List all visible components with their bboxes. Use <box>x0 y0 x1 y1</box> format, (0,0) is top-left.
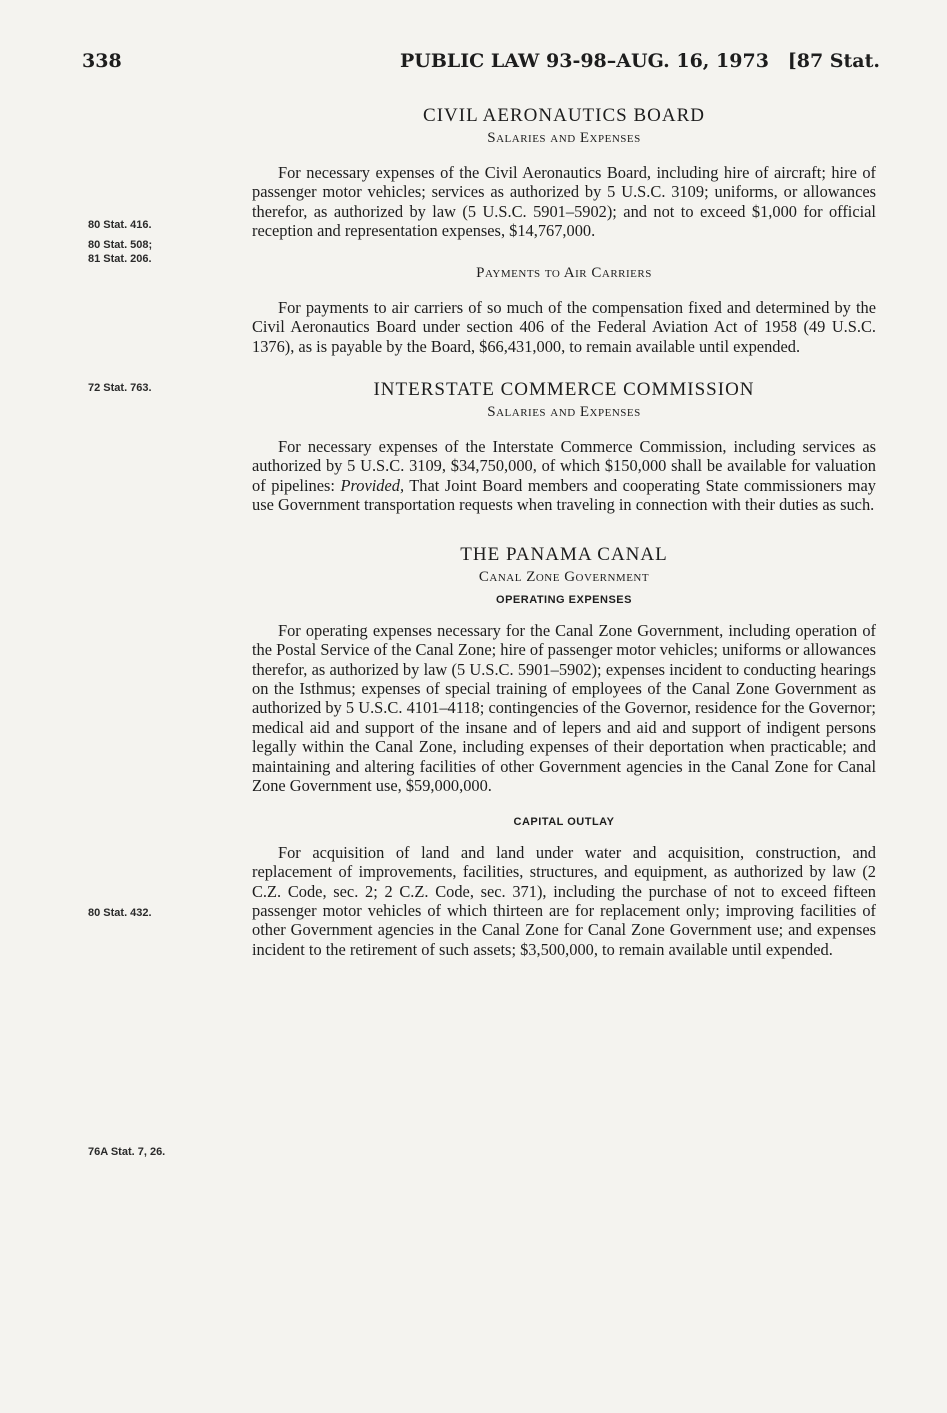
margin-note: 76A Stat. 7, 26. <box>88 1146 166 1158</box>
paragraph: For necessary expenses of the Civil Aeronautics Board, including hire of aircraft; hire of passenger motor vehicles; services as authorized by 5 U.S.C. 3109; uniforms, or allowances therefor, as authorized by law (5 U.S.C. 5901–5902); and not to exceed $1,000 for official reception and representation expenses, $14,767,000. <box>252 162 876 241</box>
margin-note: 81 Stat. 206. <box>88 253 152 265</box>
page-number: 338 <box>82 50 122 72</box>
minor-heading: CAPITAL OUTLAY <box>513 816 615 829</box>
subheading: Salaries and Expenses <box>487 404 641 421</box>
margin-note: 80 Stat. 416. <box>88 219 152 231</box>
section-heading: CIVIL AERONAUTICS BOARD <box>423 105 705 126</box>
minor-heading: OPERATING EXPENSES <box>496 594 632 607</box>
page-header <box>80 50 880 80</box>
subheading: Payments to Air Carriers <box>476 265 652 282</box>
document-body <box>252 100 876 959</box>
paragraph: For necessary expenses of the Interstate Commerce Commission, including services as authorized by 5 U.S.C. 3109, $34,750,000, of which $150,000 shall be available for valuation of pipelines: Provided, That Joint Board members and cooperating State commissioners may use Government transportation requests when traveling in connection with their duties as such. <box>252 436 876 515</box>
header-stat: [87 Stat. <box>787 50 880 72</box>
subheading: Canal Zone Government <box>478 568 650 585</box>
header-title: PUBLIC LAW 93-98–AUG. 16, 1973 <box>400 50 769 72</box>
section-heading: INTERSTATE COMMERCE COMMISSION <box>373 379 755 401</box>
paragraph: For operating expenses necessary for the Canal Zone Government, including operation of the Postal Service of the Canal Zone; hire of passenger motor vehicles; uniforms or allowances therefor, as authorized by law (5 U.S.C. 5901–5902); expenses incident to conducting hearings on the Isthmus; expenses of special training of employees of the Canal Zone Government as authorized by 5 U.S.C. 4101–4118; contingencies of the Governor, residence for the Governor; medical aid and support of the insane and of lepers and aid and support of indigent persons legally within the Canal Zone, including expenses of their deportation when practicable; and maintaining and altering facilities of other Government agencies in the Canal Zone for Canal Zone Government use, $59,000,000. <box>252 620 876 795</box>
margin-note: 80 Stat. 508; <box>88 239 153 251</box>
paragraph: For payments to air carriers of so much of the compensation fixed and determined by the Civil Aeronautics Board under section 406 of the Federal Aviation Act of 1958 (49 U.S.C. 1376), as is payable by the Board, $66,431,000, to remain available until expended. <box>252 297 876 356</box>
margin-note: 72 Stat. 763. <box>88 382 152 394</box>
margin-note: 80 Stat. 432. <box>88 907 152 919</box>
subheading: Salaries and Expenses <box>487 130 641 147</box>
paragraph: For acquisition of land and land under water and acquisition, construction, and replacement of improvements, facilities, structures, and equipment, as authorized by law (2 C.Z. Code, sec. 2; 2 C.Z. Code, sec. 371), including the purchase of not to exceed fifteen passenger motor vehicles of which thirteen are for replacement only; improving facilities of other Government agencies in the Canal Zone for Canal Zone Government use; and expenses incident to the retirement of such assets; $3,500,000, to remain available until expended. <box>252 842 876 959</box>
section-heading: THE PANAMA CANAL <box>460 543 668 565</box>
